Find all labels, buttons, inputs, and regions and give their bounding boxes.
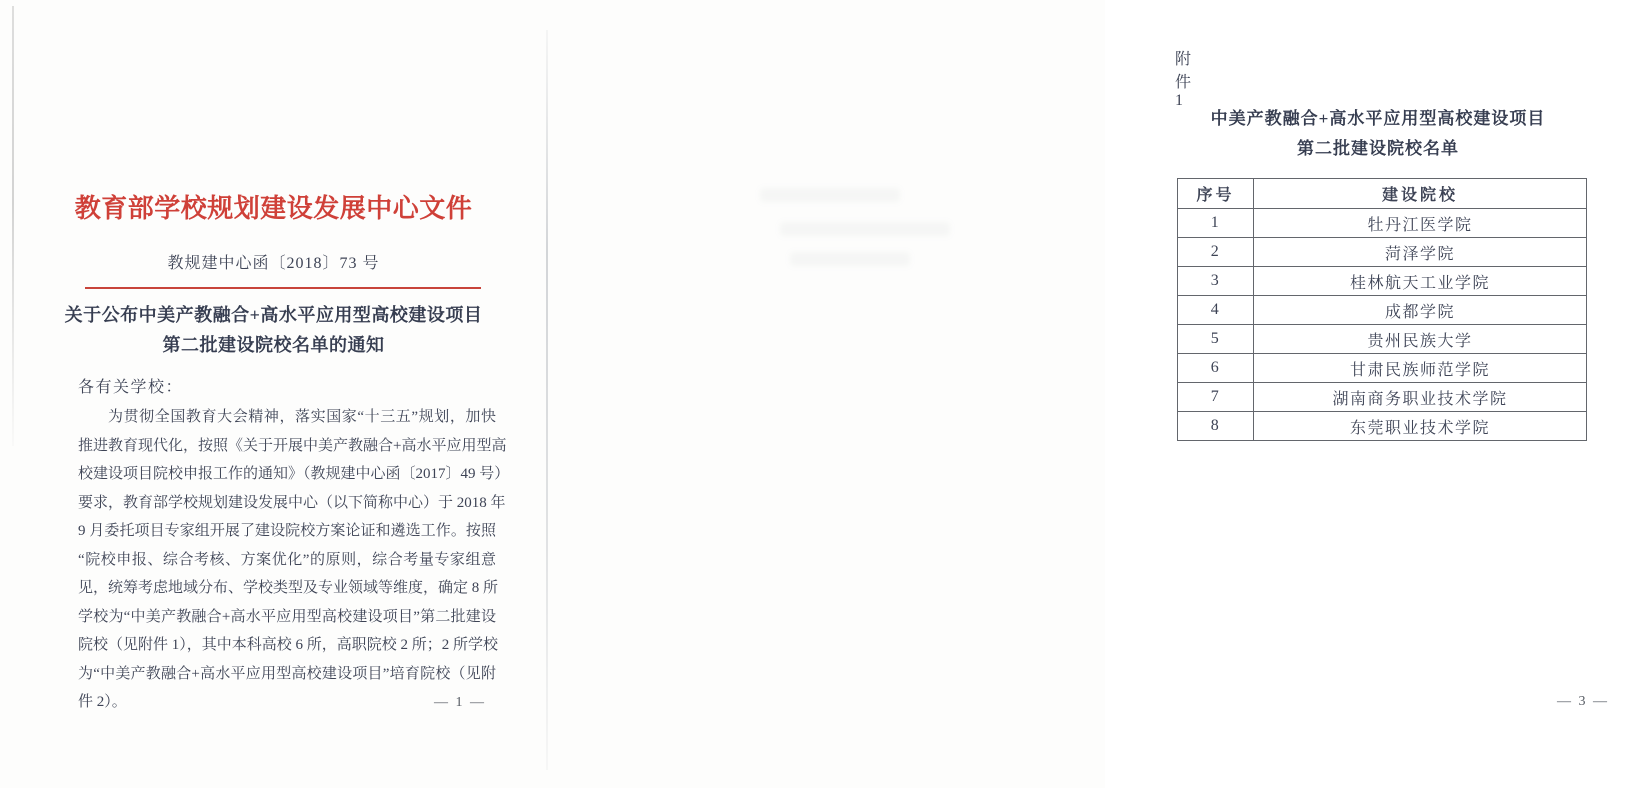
cell-index: 3 (1178, 267, 1254, 296)
table-row (1178, 325, 1587, 354)
body-line: 推进教育现代化，按照《关于开展中美产教融合+高水平应用型高 (78, 437, 507, 454)
cell-school: 牡丹江医学院 (1254, 209, 1587, 238)
page-number: — 3 — (1557, 694, 1609, 709)
notice-title-line1: 关于公布中美产教融合+高水平应用型高校建设项目 (64, 305, 483, 325)
page-number: — 1 — (434, 695, 486, 710)
document-number: 教规建中心函〔2018〕73 号 (167, 255, 380, 272)
letterhead-title: 教育部学校规划建设发展中心文件 (74, 194, 473, 223)
table-row (1178, 354, 1587, 383)
table-row (1178, 238, 1587, 267)
body-line: 为“中美产教融合+高水平应用型高校建设项目”培育院校（见附 (78, 665, 496, 682)
table-header-row (1178, 179, 1587, 209)
cell-index: 6 (1178, 354, 1254, 383)
notice-body (78, 403, 510, 717)
cell-school: 甘肃民族师范学院 (1254, 354, 1587, 383)
notice-title (60, 300, 487, 360)
table-row (1178, 209, 1587, 238)
cell-index: 7 (1178, 383, 1254, 412)
notice-page (0, 0, 547, 788)
attachment-title (1147, 104, 1609, 164)
table-row (1178, 296, 1587, 325)
cell-index: 1 (1178, 209, 1254, 238)
body-line: 见，统筹考虑地域分布、学校类型及专业领域等维度，确定 8 所 (78, 580, 499, 596)
cell-index: 8 (1178, 412, 1254, 441)
cell-school: 成都学院 (1254, 296, 1587, 325)
cell-school: 东莞职业技术学院 (1254, 412, 1587, 441)
school-roster-table (1177, 178, 1587, 441)
column-header-index: 序号 (1178, 179, 1254, 209)
body-line: 9 月委托项目专家组开展了建设院校方案论证和遴选工作。按照 (78, 523, 496, 539)
table-row (1178, 383, 1587, 412)
table-row (1178, 412, 1587, 441)
cell-index: 5 (1178, 325, 1254, 354)
body-line: 为贯彻全国教育大会精神，落实国家“十三五”规划，加快 (108, 409, 496, 425)
body-line: 件 2）。 (78, 694, 127, 710)
cell-school: 贵州民族大学 (1254, 325, 1587, 354)
red-divider-line (85, 287, 481, 289)
cell-school: 湖南商务职业技术学院 (1254, 383, 1587, 412)
body-line: “院校申报、综合考核、方案优化”的原则，综合考量专家组意 (78, 551, 496, 568)
attachment-page (547, 0, 1609, 788)
notice-title-line2: 第二批建设院校名单的通知 (162, 335, 385, 355)
cell-school: 桂林航天工业学院 (1254, 267, 1587, 296)
attachment-label: 附件 1 (1175, 51, 1193, 109)
cell-index: 4 (1178, 296, 1254, 325)
body-line: 校建设项目院校申报工作的通知》（教规建中心函〔2017〕49 号） (78, 466, 510, 482)
table-row (1178, 267, 1587, 296)
salutation: 各有关学校： (78, 379, 184, 396)
body-line: 院校（见附件 1），其中本科高校 6 所，高职院校 2 所；2 所学校 (78, 637, 499, 653)
body-line: 要求，教育部学校规划建设发展中心（以下简称中心）于 2018 年 (78, 494, 506, 511)
body-line: 学校为“中美产教融合+高水平应用型高校建设项目”第二批建设 (78, 608, 496, 625)
column-header-school: 建设院校 (1254, 179, 1587, 209)
cell-school: 菏泽学院 (1254, 238, 1587, 267)
attachment-title-line2: 第二批建设院校名单 (1297, 139, 1459, 158)
attachment-title-line1: 中美产教融合+高水平应用型高校建设项目 (1210, 109, 1546, 128)
cell-index: 2 (1178, 238, 1254, 267)
